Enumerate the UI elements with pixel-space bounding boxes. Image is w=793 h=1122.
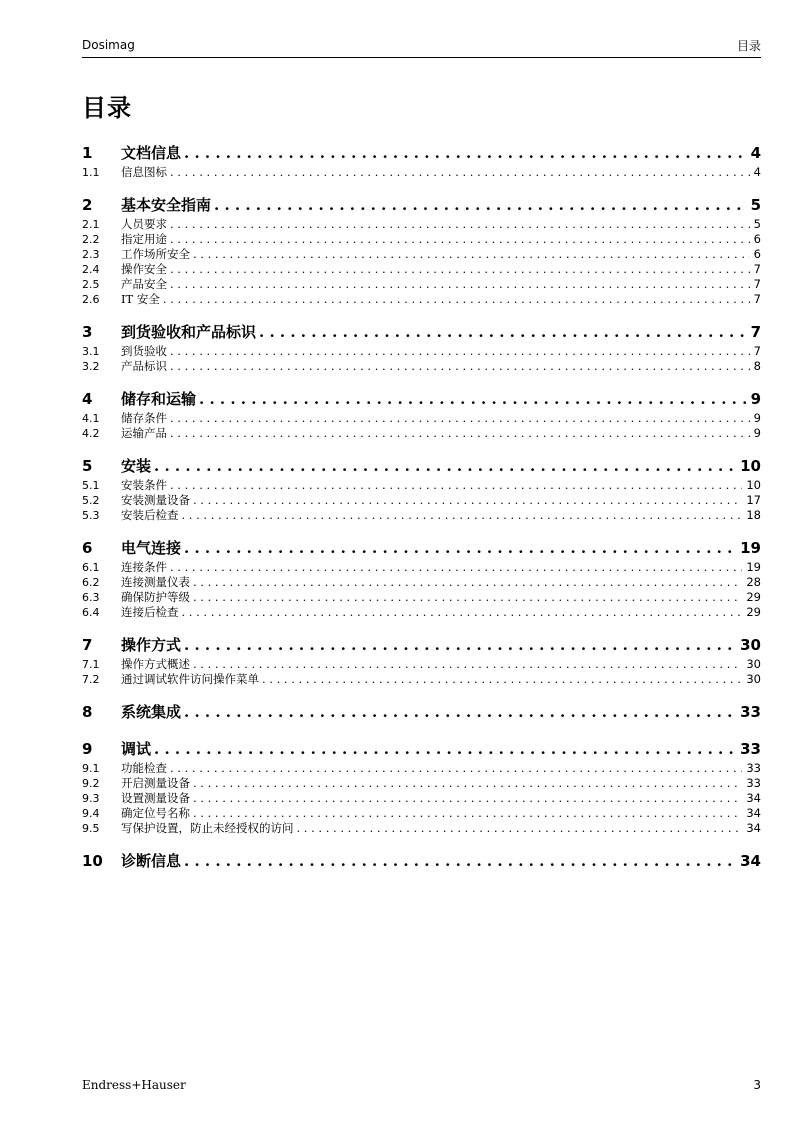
toc-chapter-entry[interactable] <box>82 850 761 872</box>
toc-chapter-group <box>82 738 761 835</box>
toc-section-entry[interactable] <box>82 358 761 373</box>
chapter-number: 2 <box>82 196 93 214</box>
toc-chapter-entry[interactable] <box>82 701 761 723</box>
toc-chapter-group <box>82 321 761 373</box>
toc-section-entry[interactable] <box>82 246 761 261</box>
section-title: 功能检查 <box>121 761 167 775</box>
toc-section-entry[interactable] <box>82 425 761 440</box>
toc-chapter-entry[interactable] <box>82 321 761 343</box>
toc-chapter-entry[interactable] <box>82 455 761 477</box>
chapter-page-number: 10 <box>740 457 761 475</box>
toc-section-entry[interactable] <box>82 805 761 820</box>
toc-chapter-group <box>82 388 761 440</box>
dot-leader <box>170 560 742 574</box>
dot-leader <box>170 262 750 276</box>
section-title: 连接条件 <box>121 560 167 574</box>
section-title: 确定位号名称 <box>121 806 190 820</box>
section-page-number: 9 <box>753 411 761 425</box>
chapter-page-number: 7 <box>750 323 761 341</box>
section-number: 2.6 <box>82 293 100 306</box>
dot-leader <box>182 508 743 522</box>
section-page-number: 29 <box>746 590 761 604</box>
toc-chapter-group <box>82 455 761 522</box>
dot-leader <box>297 821 743 835</box>
section-page-number: 10 <box>746 478 761 492</box>
chapter-number: 3 <box>82 323 93 341</box>
section-title: 指定用途 <box>121 232 167 246</box>
section-title: 设置测量设备 <box>121 791 190 805</box>
chapter-number: 1 <box>82 144 93 162</box>
header-section-name: 目录 <box>736 39 761 53</box>
chapter-number: 5 <box>82 457 93 475</box>
toc-section-entry[interactable] <box>82 477 761 492</box>
section-title: 安装条件 <box>121 478 167 492</box>
section-number: 6.3 <box>82 591 100 604</box>
dot-leader <box>170 277 750 291</box>
section-title: 到货验收 <box>121 344 167 358</box>
toc-section-entry[interactable] <box>82 216 761 231</box>
section-title: 写保护设置，防止未经授权的访问 <box>121 821 294 835</box>
section-page-number: 33 <box>746 761 761 775</box>
section-page-number: 6 <box>753 247 761 261</box>
section-page-number: 19 <box>746 560 761 574</box>
toc-chapter-group <box>82 194 761 306</box>
toc-section-entry[interactable] <box>82 820 761 835</box>
section-title: 开启测量设备 <box>121 776 190 790</box>
dot-leader <box>170 217 750 231</box>
dot-leader <box>154 457 736 475</box>
toc-chapter-group <box>82 850 761 872</box>
section-title: 通过调试软件访问操作菜单 <box>121 672 259 686</box>
section-number: 9.2 <box>82 777 100 790</box>
section-page-number: 34 <box>746 806 761 820</box>
section-title: 连接后检查 <box>121 605 179 619</box>
toc-section-entry[interactable] <box>82 589 761 604</box>
section-number: 5.1 <box>82 479 100 492</box>
chapter-title: 系统集成 <box>121 703 182 721</box>
toc-chapter-group <box>82 142 761 179</box>
section-page-number: 7 <box>753 262 761 276</box>
section-number: 4.2 <box>82 427 100 440</box>
section-number: 4.1 <box>82 412 100 425</box>
toc-section-entry[interactable] <box>82 656 761 671</box>
section-page-number: 7 <box>753 292 761 306</box>
section-number: 9.3 <box>82 792 100 805</box>
section-page-number: 7 <box>753 277 761 291</box>
section-number: 9.4 <box>82 807 100 820</box>
section-title: 连接测量仪表 <box>121 575 190 589</box>
footer-page-number: 3 <box>753 1078 761 1092</box>
dot-leader <box>170 232 750 246</box>
toc-chapter-group <box>82 701 761 723</box>
chapter-title: 基本安全指南 <box>121 196 212 214</box>
chapter-title: 调试 <box>121 740 152 758</box>
dot-leader <box>193 776 742 790</box>
section-number: 9.5 <box>82 822 100 835</box>
toc-section-entry[interactable] <box>82 507 761 522</box>
chapter-number: 6 <box>82 539 93 557</box>
section-page-number: 28 <box>746 575 761 589</box>
page-title: 目录 <box>82 93 132 122</box>
page-header <box>82 36 761 58</box>
chapter-title: 电气连接 <box>121 539 182 557</box>
section-title: 确保防护等级 <box>121 590 190 604</box>
section-title: 储存条件 <box>121 411 167 425</box>
section-title: 产品安全 <box>121 277 167 291</box>
section-page-number: 29 <box>746 605 761 619</box>
section-title: 操作方式概述 <box>121 657 190 671</box>
toc-chapter-group <box>82 634 761 686</box>
section-page-number: 4 <box>753 165 761 179</box>
section-page-number: 34 <box>746 821 761 835</box>
dot-leader <box>184 539 736 557</box>
header-product-name: Dosimag <box>82 38 135 52</box>
dot-leader <box>214 196 747 214</box>
chapter-page-number: 33 <box>740 740 761 758</box>
section-number: 5.2 <box>82 494 100 507</box>
section-title: 操作安全 <box>121 262 167 276</box>
section-title: 信息图标 <box>121 165 167 179</box>
dot-leader <box>184 636 736 654</box>
dot-leader <box>199 390 747 408</box>
footer-brand: Endress+Hauser <box>82 1078 186 1092</box>
chapter-number: 4 <box>82 390 93 408</box>
dot-leader <box>193 247 750 261</box>
toc-section-entry[interactable] <box>82 231 761 246</box>
dot-leader <box>193 590 742 604</box>
dot-leader <box>193 806 742 820</box>
toc-section-entry[interactable] <box>82 410 761 425</box>
section-title: 安装后检查 <box>121 508 179 522</box>
section-page-number: 33 <box>746 776 761 790</box>
section-page-number: 17 <box>746 493 761 507</box>
section-number: 2.4 <box>82 263 100 276</box>
section-page-number: 34 <box>746 791 761 805</box>
section-number: 7.2 <box>82 673 100 686</box>
dot-leader <box>184 144 747 162</box>
dot-leader <box>193 657 742 671</box>
section-number: 2.5 <box>82 278 100 291</box>
toc-chapter-entry[interactable] <box>82 738 761 760</box>
section-number: 3.2 <box>82 360 100 373</box>
chapter-page-number: 34 <box>740 852 761 870</box>
dot-leader <box>170 165 750 179</box>
section-page-number: 7 <box>753 344 761 358</box>
toc-chapter-entry[interactable] <box>82 142 761 164</box>
toc-section-entry[interactable] <box>82 775 761 790</box>
section-title: 产品标识 <box>121 359 167 373</box>
section-number: 2.2 <box>82 233 100 246</box>
dot-leader <box>170 359 750 373</box>
chapter-page-number: 5 <box>750 196 761 214</box>
section-number: 3.1 <box>82 345 100 358</box>
section-number: 9.1 <box>82 762 100 775</box>
dot-leader <box>259 323 747 341</box>
toc-section-entry[interactable] <box>82 276 761 291</box>
dot-leader <box>193 575 742 589</box>
section-page-number: 30 <box>746 657 761 671</box>
toc-chapter-entry[interactable] <box>82 634 761 656</box>
dot-leader <box>193 493 742 507</box>
toc-chapter-entry[interactable] <box>82 388 761 410</box>
chapter-page-number: 33 <box>740 703 761 721</box>
toc-section-entry[interactable] <box>82 574 761 589</box>
section-page-number: 6 <box>753 232 761 246</box>
toc-section-entry[interactable] <box>82 492 761 507</box>
dot-leader <box>184 703 736 721</box>
page-footer <box>82 1078 761 1098</box>
section-page-number: 8 <box>753 359 761 373</box>
toc-section-entry[interactable] <box>82 760 761 775</box>
section-number: 7.1 <box>82 658 100 671</box>
chapter-page-number: 30 <box>740 636 761 654</box>
section-number: 6.2 <box>82 576 100 589</box>
section-number: 5.3 <box>82 509 100 522</box>
chapter-number: 7 <box>82 636 93 654</box>
dot-leader <box>184 852 736 870</box>
section-page-number: 5 <box>753 217 761 231</box>
toc-section-entry[interactable] <box>82 559 761 574</box>
section-number: 2.3 <box>82 248 100 261</box>
section-page-number: 30 <box>746 672 761 686</box>
chapter-page-number: 9 <box>750 390 761 408</box>
section-title: 安装测量设备 <box>121 493 190 507</box>
section-title: 人员要求 <box>121 217 167 231</box>
toc-section-entry[interactable] <box>82 343 761 358</box>
section-page-number: 9 <box>753 426 761 440</box>
chapter-title: 安装 <box>121 457 152 475</box>
dot-leader <box>182 605 743 619</box>
toc-section-entry[interactable] <box>82 790 761 805</box>
chapter-title: 操作方式 <box>121 636 182 654</box>
dot-leader <box>154 740 736 758</box>
dot-leader <box>170 478 742 492</box>
dot-leader <box>170 344 750 358</box>
dot-leader <box>170 411 750 425</box>
chapter-page-number: 19 <box>740 539 761 557</box>
dot-leader <box>163 292 750 306</box>
chapter-number: 9 <box>82 740 93 758</box>
chapter-title: 到货验收和产品标识 <box>121 323 257 341</box>
section-title: 工作场所安全 <box>121 247 190 261</box>
section-title: IT 安全 <box>121 292 160 306</box>
dot-leader <box>170 426 750 440</box>
chapter-title: 储存和运输 <box>121 390 197 408</box>
toc-section-entry[interactable] <box>82 291 761 306</box>
section-number: 6.4 <box>82 606 100 619</box>
section-title: 运输产品 <box>121 426 167 440</box>
dot-leader <box>262 672 742 686</box>
toc-section-entry[interactable] <box>82 261 761 276</box>
toc-chapter-entry[interactable] <box>82 194 761 216</box>
section-page-number: 18 <box>746 508 761 522</box>
toc-chapter-group <box>82 537 761 619</box>
toc-section-entry[interactable] <box>82 604 761 619</box>
section-number: 6.1 <box>82 561 100 574</box>
toc-section-entry[interactable] <box>82 164 761 179</box>
chapter-number: 8 <box>82 703 93 721</box>
section-number: 1.1 <box>82 166 100 179</box>
dot-leader <box>170 761 742 775</box>
section-number: 2.1 <box>82 218 100 231</box>
chapter-title: 诊断信息 <box>121 852 182 870</box>
dot-leader <box>193 791 742 805</box>
chapter-page-number: 4 <box>750 144 761 162</box>
toc-chapter-entry[interactable] <box>82 537 761 559</box>
chapter-title: 文档信息 <box>121 144 182 162</box>
chapter-number: 10 <box>82 852 103 870</box>
table-of-contents <box>82 142 761 887</box>
toc-section-entry[interactable] <box>82 671 761 686</box>
